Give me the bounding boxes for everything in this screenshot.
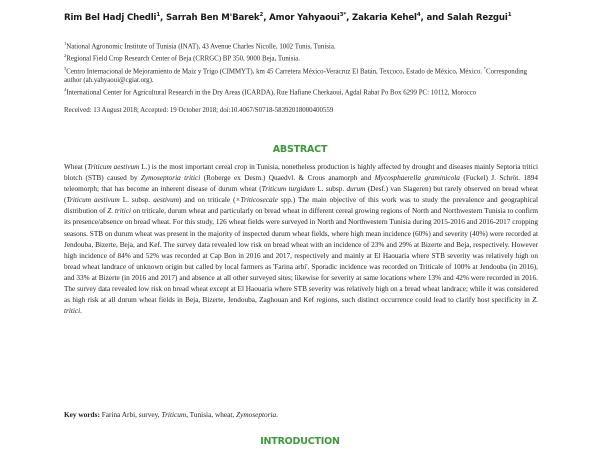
author-list: Rim Bel Hadj Chedli$^1$, Sarrah Ben M'Barek$^2$, Amor Yahyaoui$^{3*}$, Zakaria Kehel$^4$, and Salah Rezgui$^1$ xyxy=(64,12,512,23)
keywords: Key words: Farina Arbi, survey, Triticum, Tunisia, wheat, Zymoseptoria. xyxy=(64,410,278,419)
affiliation-line: $^2$Regional Field Crop Research Center of Beja (CRRGC) BP 350, 9000 Beja, Tunisia. xyxy=(64,53,301,63)
author-affiliation-mark: 3* xyxy=(339,12,347,18)
author-name: Zakaria Kehel xyxy=(352,12,417,23)
abstract-body: Wheat (Triticum aestivum L.) is the most important cereal crop in Tunisia, nonetheless production is highly affected by drought and diseases mainly Septoria tritici blotch (STB) caused by Zymoseptoria tritici (Roberge ex Desm.) Quaedvl. & Crous anamorph and Mycosphaerella graminicola (Fuckel) J. Schröt. 1894 teleomorph; that has become an inherent disease of durum wheat (Triticum turgidum L. subsp. durum (Desf.) van Slageren) but rarely observed on bread wheat (Triticum aestivum L. subsp. aestivum) and on triticale (×Triticosecale spp.) The main objective of this work was to study the prevalence and geographical distribution of Z. tritici on triticale, durum wheat and particularly on bread wheat in different cereal growing regions of North and Northwestern Tunisia to confirm its presence/absence on bread wheat. For this study, 126 wheat fields were surveyed in North and Northwestern Tunisia during 2015-2016 and 2016-2017 cropping seasons. STB on durum wheat was present in the majority of inspected durum wheat fields, where high mean incidence (60%) and severity (40%) were recorded at Jendouba, Bizerte, Beja, and Kef. The survey data revealed low risk on bread wheat with an incidence of 23% and 29% at Bizerte and Beja, respectively. However high incidence of 84% and 52% was recorded at Cap Bon in 2016 and 2017, respectively and mainly at El Haouaria where STB severity was relatively high on bread wheat landrace of unknown origin but called by local farmers as 'Farina arbi'. Sporadic incidence was recorded on Triticale of 100% at Jendouba (in 2016), and 33% at Bizerte (in 2016 and 2017) and absence at all other surveyed sites; likewise for severity at same locations where 13% and 42% were recorded in 2016. The survey data revealed low risk on bread wheat except at El Haouaria where STB severity was relatively high on a bread wheat landrace; while it was considered as high risk at all durum wheat fields in Beja, Bizerte, Jendouba, Zaghouan and Kef regions, such distinct occurrence could lead to clarify host specificity in Z. tritici. xyxy=(64,163,538,316)
author-affiliation-mark: 1 xyxy=(507,12,512,18)
italic-term: ×Triticosecale xyxy=(235,196,278,205)
italic-term: Zymoseptoria xyxy=(236,410,277,419)
italic-term: Triticum xyxy=(161,410,187,419)
affiliation-mark: 2 xyxy=(64,53,67,59)
italic-term: Triticum aestivum xyxy=(87,163,140,171)
keywords-label: Key words: xyxy=(64,410,100,419)
italic-term: Triticum aestivum xyxy=(66,196,120,205)
italic-term: Triticum turgidum xyxy=(261,185,315,194)
author-name: and Salah Rezgui xyxy=(426,12,508,23)
italic-term: Zymoseptoria tritici xyxy=(140,174,201,183)
author-name: Amor Yahyaoui xyxy=(269,12,340,23)
author-affiliation-mark: 1 xyxy=(156,12,161,18)
affiliation-line: $^4$International Center for Agricultural Research in the Dry Areas (ICARDA), Rue Hafiane Cherkaoui, Agdal Rabat Po Box 6299 PC: 10112, Morocco xyxy=(64,87,477,97)
abstract-heading: ABSTRACT xyxy=(272,144,328,155)
corresponding-mark: * xyxy=(483,65,486,71)
introduction-heading: INTRODUCTION xyxy=(260,436,340,447)
author-name: Rim Bel Hadj Chedli xyxy=(64,12,157,23)
affiliations xyxy=(64,39,540,98)
italic-term: Z. tritici xyxy=(64,296,538,316)
affiliation-line: $^1$National Agronomic Institute of Tunisia (INAT), 43 Avenue Charles Nicolle, 1002 Tunis, Tunisia. xyxy=(64,41,336,51)
affiliation-line: $^3$Centro Internacional de Mejoramiento de Maiz y Trigo (CIMMYT), km 45 Carretera México-Veracruz El Batán, Texcoco, Estado de México, México. *Corresponding author (ah.yahyaoui@cgiar.org). xyxy=(64,65,527,85)
affiliation-mark: 3 xyxy=(64,65,67,71)
affiliation-mark: 4 xyxy=(64,87,67,93)
italic-term: durum xyxy=(346,185,366,194)
italic-term: Z. tritici xyxy=(107,207,131,216)
italic-term: Mycosphaerella graminicola xyxy=(374,174,460,183)
affiliation-mark: 1 xyxy=(64,41,67,46)
received-accepted-doi: Received: 13 August 2018; Accepted: 19 October 2018; doi:10.4067/S0718-58392018000400559 xyxy=(64,107,334,114)
author-affiliation-mark: 2 xyxy=(259,12,264,18)
author-affiliation-mark: 4 xyxy=(416,12,421,18)
author-name: Sarrah Ben M'Barek xyxy=(166,12,260,23)
italic-term: aestivum xyxy=(153,196,179,205)
